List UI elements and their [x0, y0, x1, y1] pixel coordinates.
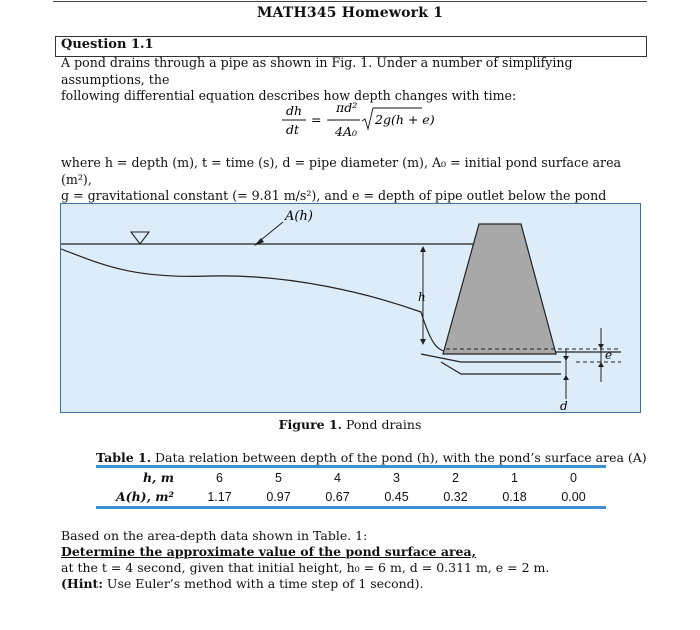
- task-paragraph: [61, 528, 549, 592]
- pipe-lower: [441, 362, 561, 374]
- table-row-area: [96, 487, 606, 506]
- table-caption: [96, 450, 647, 465]
- table-caption-bold: Table 1.: [96, 450, 152, 465]
- intro-line-1: A pond drains through a pipe as shown in Fig. 1. Under a number of simplifying assumptions, the: [61, 55, 573, 87]
- table-cell: 2: [452, 470, 459, 485]
- table-cell: 5: [275, 470, 282, 485]
- table-row-depth: [96, 468, 606, 487]
- pipe-upper: [421, 354, 561, 362]
- table-bottom-rule: [96, 506, 606, 509]
- task-line-2: Determine the approximate value of the pond surface area,: [61, 544, 476, 559]
- eq-lhs-num: dh: [286, 103, 303, 118]
- e-arrow-bottom: [598, 362, 604, 367]
- d-arrow-bottom: [563, 375, 569, 380]
- table-cell: 0.97: [266, 489, 291, 504]
- task-line-4: [61, 576, 549, 592]
- where-line-1: where h = depth (m), t = time (s), d = pipe diameter (m), A₀ = initial pond surface area (m²),: [61, 155, 622, 187]
- eq-equals: =: [311, 112, 322, 127]
- table-cell: 0: [570, 470, 577, 485]
- hint-text: Use Euler’s method with a time step of 1 second).: [102, 576, 424, 591]
- eq-radical: 2g(h + e): [375, 112, 435, 127]
- table-cell: 0.45: [384, 489, 409, 504]
- differential-equation: [276, 100, 446, 144]
- h-arrow-top: [420, 246, 426, 252]
- pond-diagram: [61, 204, 641, 413]
- task-line-3: at the t = 4 second, given that initial height, h₀ = 6 m, d = 0.311 m, e = 2 m.: [61, 560, 550, 575]
- d-label: d: [560, 399, 568, 413]
- eq-rhs-num: πd²: [336, 100, 358, 115]
- table-cell: 0.18: [502, 489, 527, 504]
- table-cell: 4: [334, 470, 341, 485]
- e-label: e: [605, 348, 613, 362]
- pond-figure: [60, 203, 641, 413]
- h-label: h: [418, 290, 426, 304]
- e-arrow-top: [598, 344, 604, 349]
- figure-caption: [0, 417, 700, 432]
- hint-label: (Hint:: [61, 576, 103, 591]
- table-cell: 6: [216, 470, 223, 485]
- question-label: Question 1.1: [61, 37, 154, 52]
- where-line-2: g = gravitational constant (= 9.81 m/s²), and e = depth of pipe outlet below the pond: [61, 188, 607, 203]
- table-cell: 0.67: [325, 489, 350, 504]
- table-cell: 3: [393, 470, 400, 485]
- eq-lhs-den: dt: [286, 122, 300, 137]
- table-cell: 0.32: [443, 489, 468, 504]
- h-arrow-bottom: [420, 339, 426, 345]
- area-depth-table: [96, 465, 606, 509]
- question-intro: [61, 55, 651, 105]
- table-cell: 1.17: [207, 489, 232, 504]
- task-line-1: Based on the area-depth data shown in Table. 1:: [61, 528, 368, 543]
- table-caption-text: Data relation between depth of the pond (h), with the pond’s surface area (A): [151, 450, 647, 465]
- eq-rhs-den: 4A₀: [335, 124, 357, 139]
- figure-caption-bold: Figure 1.: [278, 417, 343, 432]
- page-title: MATH345 Homework 1: [256, 5, 444, 21]
- header-rule: [53, 1, 647, 2]
- row-header-area: A(h), m²: [115, 489, 174, 504]
- table-cell: 0.00: [561, 489, 586, 504]
- table-cell: 1: [511, 470, 518, 485]
- row-header-depth: h, m: [142, 470, 174, 485]
- d-arrow-top: [563, 356, 569, 361]
- area-label: A(h): [285, 209, 313, 224]
- intro-line-2: following differential equation describes how depth changes with time:: [61, 88, 517, 103]
- water-level-symbol: [131, 232, 149, 244]
- eq-minus: −: [326, 112, 337, 127]
- figure-caption-text: Pond drains: [342, 417, 422, 432]
